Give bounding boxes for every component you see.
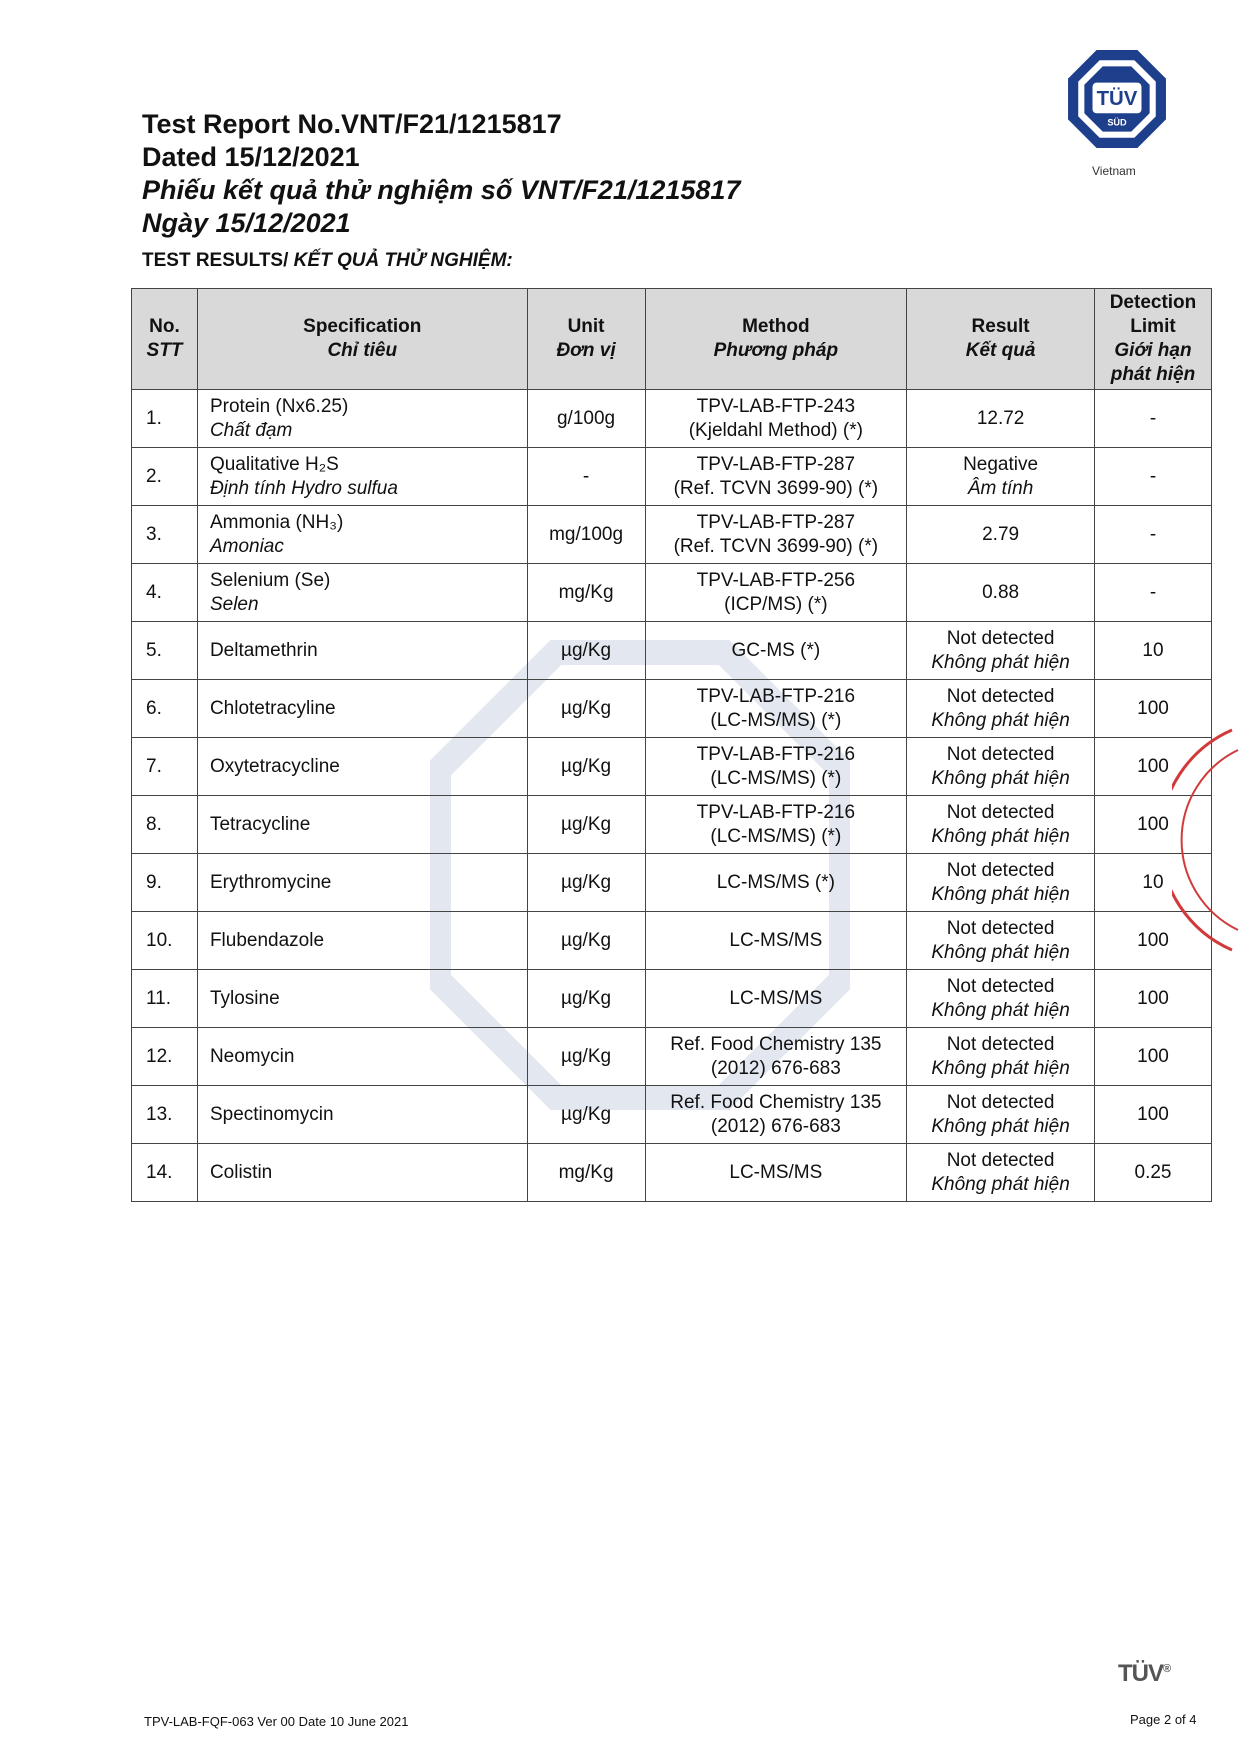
col-method: Method Phương pháp — [645, 289, 907, 390]
row-specification: Tylosine — [197, 970, 527, 1028]
row-limit: 10 — [1094, 854, 1211, 912]
row-limit: 0.25 — [1094, 1144, 1211, 1202]
row-number: 13. — [132, 1086, 198, 1144]
row-unit: µg/Kg — [527, 970, 645, 1028]
row-method: TPV-LAB-FTP-216 (LC-MS/MS) (*) — [645, 796, 907, 854]
row-method: TPV-LAB-FTP-256 (ICP/MS) (*) — [645, 564, 907, 622]
page-number: Page 2 of 4 — [1130, 1712, 1197, 1727]
row-method: Ref. Food Chemistry 135 (2012) 676-683 — [645, 1086, 907, 1144]
row-method: GC-MS (*) — [645, 622, 907, 680]
table-row — [132, 1086, 1212, 1144]
row-unit: µg/Kg — [527, 1028, 645, 1086]
row-specification: Tetracycline — [197, 796, 527, 854]
row-limit: - — [1094, 390, 1211, 448]
row-number: 6. — [132, 680, 198, 738]
row-limit: 100 — [1094, 1028, 1211, 1086]
logo-country: Vietnam — [1092, 164, 1136, 178]
row-method: TPV-LAB-FTP-287 (Ref. TCVN 3699-90) (*) — [645, 506, 907, 564]
results-table — [131, 288, 1212, 1202]
report-header — [142, 108, 740, 240]
row-limit: 100 — [1094, 680, 1211, 738]
row-specification: Erythromycine — [197, 854, 527, 912]
row-unit: mg/Kg — [527, 564, 645, 622]
row-unit: mg/Kg — [527, 1144, 645, 1202]
company-stamp — [1172, 720, 1240, 960]
row-specification: Qualitative H₂S Định tính Hydro sulfua — [197, 448, 527, 506]
report-date: Dated 15/12/2021 — [142, 142, 360, 172]
row-number: 4. — [132, 564, 198, 622]
row-limit: 100 — [1094, 912, 1211, 970]
row-number: 5. — [132, 622, 198, 680]
row-method: TPV-LAB-FTP-287 (Ref. TCVN 3699-90) (*) — [645, 448, 907, 506]
table-row — [132, 854, 1212, 912]
row-number: 9. — [132, 854, 198, 912]
row-method: TPV-LAB-FTP-216 (LC-MS/MS) (*) — [645, 680, 907, 738]
col-spec: Specification Chỉ tiêu — [197, 289, 527, 390]
row-result: Not detected Không phát hiện — [907, 1144, 1095, 1202]
row-result: Not detected Không phát hiện — [907, 970, 1095, 1028]
row-method: LC-MS/MS — [645, 970, 907, 1028]
row-unit: µg/Kg — [527, 854, 645, 912]
col-unit: Unit Đơn vị — [527, 289, 645, 390]
row-number: 12. — [132, 1028, 198, 1086]
footer-tuv-logo: TÜV® — [1118, 1660, 1171, 1687]
row-number: 10. — [132, 912, 198, 970]
row-result: Not detected Không phát hiện — [907, 680, 1095, 738]
row-result: Negative Âm tính — [907, 448, 1095, 506]
row-method: LC-MS/MS — [645, 1144, 907, 1202]
row-method: Ref. Food Chemistry 135 (2012) 676-683 — [645, 1028, 907, 1086]
row-result: Not detected Không phát hiện — [907, 1028, 1095, 1086]
table-row — [132, 912, 1212, 970]
row-method: LC-MS/MS (*) — [645, 854, 907, 912]
logo-text: TÜV — [1096, 88, 1138, 111]
table-row — [132, 1028, 1212, 1086]
table-row — [132, 390, 1212, 448]
col-result: Result Kết quả — [907, 289, 1095, 390]
row-result: Not detected Không phát hiện — [907, 622, 1095, 680]
row-method: TPV-LAB-FTP-216 (LC-MS/MS) (*) — [645, 738, 907, 796]
row-result: Not detected Không phát hiện — [907, 1086, 1095, 1144]
row-result: 2.79 — [907, 506, 1095, 564]
row-result: Not detected Không phát hiện — [907, 854, 1095, 912]
row-unit: µg/Kg — [527, 680, 645, 738]
row-specification: Oxytetracycline — [197, 738, 527, 796]
row-result: Not detected Không phát hiện — [907, 912, 1095, 970]
row-specification: Ammonia (NH₃) Amoniac — [197, 506, 527, 564]
row-unit: µg/Kg — [527, 796, 645, 854]
table-row — [132, 506, 1212, 564]
row-unit: µg/Kg — [527, 738, 645, 796]
table-row — [132, 796, 1212, 854]
row-specification: Colistin — [197, 1144, 527, 1202]
row-limit: 10 — [1094, 622, 1211, 680]
section-title — [142, 250, 513, 272]
logo-sub: SÜD — [1107, 117, 1127, 128]
row-limit: - — [1094, 564, 1211, 622]
row-limit: 100 — [1094, 1086, 1211, 1144]
row-result: 12.72 — [907, 390, 1095, 448]
row-limit: - — [1094, 506, 1211, 564]
row-limit: 100 — [1094, 796, 1211, 854]
table-row — [132, 448, 1212, 506]
row-limit: 100 — [1094, 738, 1211, 796]
section-title-vi: KẾT QUẢ THỬ NGHIỆM: — [293, 250, 513, 271]
report-number-vi: Phiếu kết quả thử nghiệm số VNT/F21/1215817 — [142, 175, 741, 205]
row-result: Not detected Không phát hiện — [907, 796, 1095, 854]
row-unit: g/100g — [527, 390, 645, 448]
row-unit: µg/Kg — [527, 622, 645, 680]
row-specification: Deltamethrin — [197, 622, 527, 680]
table-row — [132, 680, 1212, 738]
row-limit: - — [1094, 448, 1211, 506]
table-row — [132, 738, 1212, 796]
row-number: 7. — [132, 738, 198, 796]
row-method: LC-MS/MS — [645, 912, 907, 970]
section-title-en: TEST RESULTS/ — [142, 250, 289, 271]
report-number: Test Report No.VNT/F21/1215817 — [142, 109, 562, 139]
row-specification: Chlotetracyline — [197, 680, 527, 738]
row-specification: Selenium (Se) Selen — [197, 564, 527, 622]
row-number: 11. — [132, 970, 198, 1028]
row-result: Not detected Không phát hiện — [907, 738, 1095, 796]
row-unit: - — [527, 448, 645, 506]
tuv-sud-logo — [1066, 48, 1168, 150]
row-method: TPV-LAB-FTP-243 (Kjeldahl Method) (*) — [645, 390, 907, 448]
row-number: 8. — [132, 796, 198, 854]
row-result: 0.88 — [907, 564, 1095, 622]
row-number: 1. — [132, 390, 198, 448]
table-row — [132, 1144, 1212, 1202]
row-unit: µg/Kg — [527, 912, 645, 970]
row-limit: 100 — [1094, 970, 1211, 1028]
col-limit: Detection Limit Giới hạn phát hiện — [1094, 289, 1211, 390]
table-row — [132, 564, 1212, 622]
table-row — [132, 970, 1212, 1028]
table-header-row — [132, 289, 1212, 390]
row-unit: mg/100g — [527, 506, 645, 564]
row-number: 14. — [132, 1144, 198, 1202]
row-specification: Flubendazole — [197, 912, 527, 970]
row-specification: Spectinomycin — [197, 1086, 527, 1144]
form-code: TPV-LAB-FQF-063 Ver 00 Date 10 June 2021 — [144, 1714, 409, 1729]
row-number: 2. — [132, 448, 198, 506]
row-unit: µg/Kg — [527, 1086, 645, 1144]
row-specification: Neomycin — [197, 1028, 527, 1086]
row-number: 3. — [132, 506, 198, 564]
row-specification: Protein (Nx6.25) Chất đạm — [197, 390, 527, 448]
col-no: No. STT — [132, 289, 198, 390]
table-row — [132, 622, 1212, 680]
report-date-vi: Ngày 15/12/2021 — [142, 208, 351, 238]
